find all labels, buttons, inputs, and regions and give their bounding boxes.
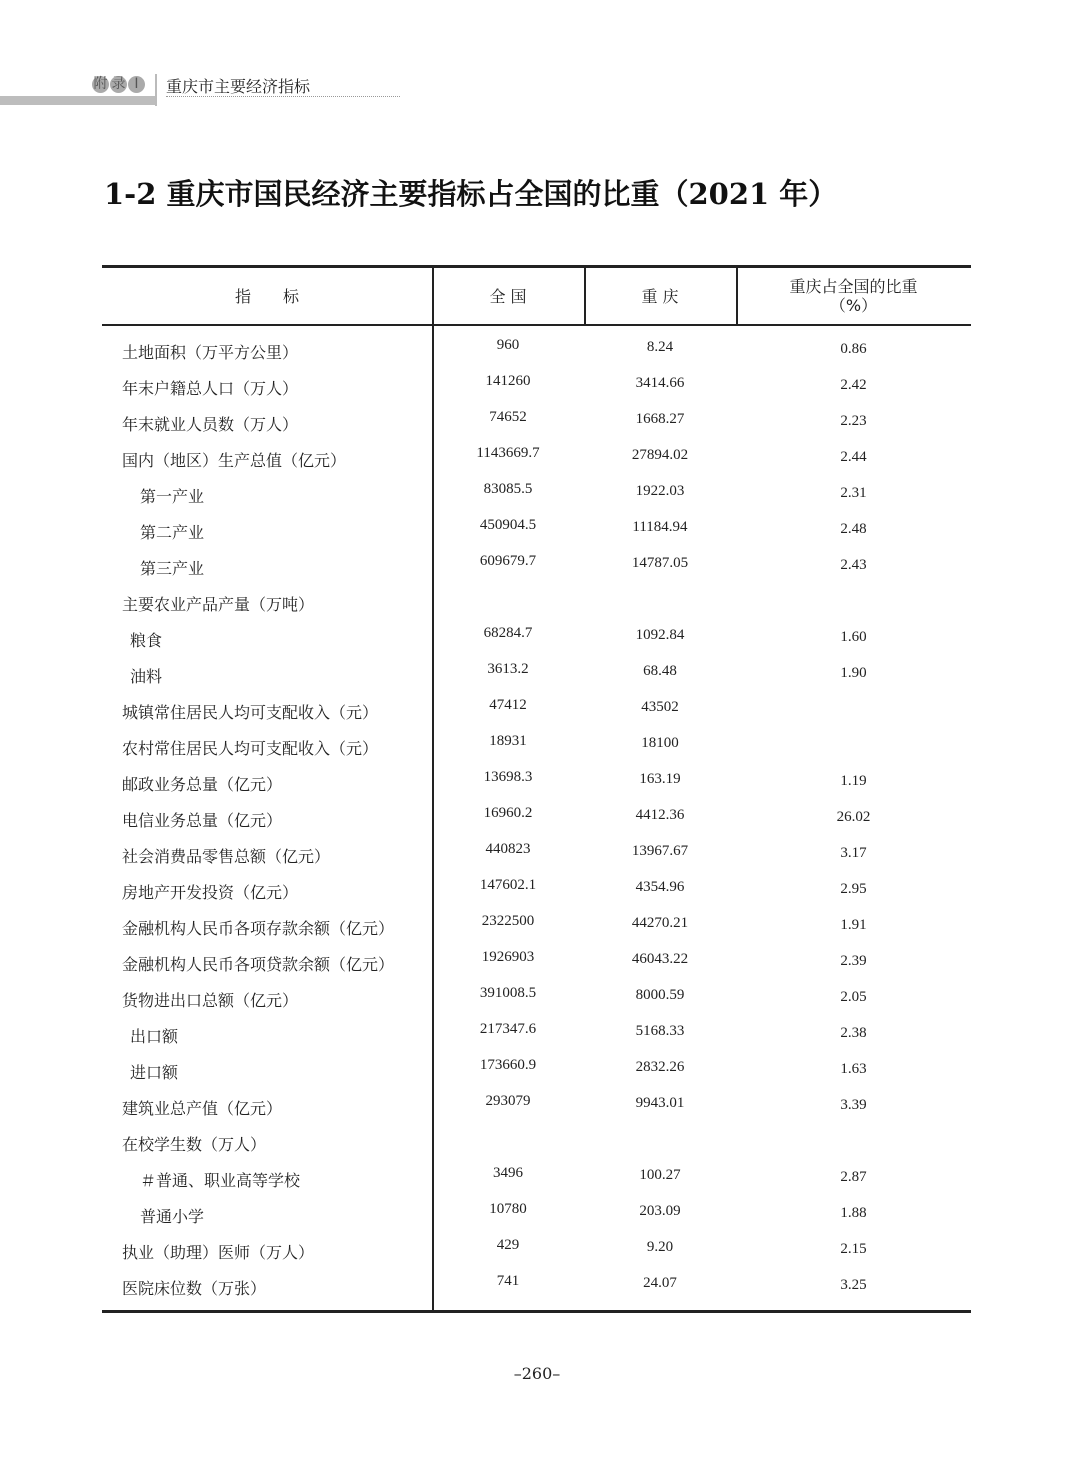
table-row [102,1196,971,1232]
table-row [102,800,971,836]
indicator-cell: 年末就业人员数（万人） [122,415,299,434]
share-cell: 2.31 [840,485,867,501]
indicator-cell: 主要农业产品产量（万吨） [122,595,315,614]
share-cell: 2.95 [840,881,867,897]
national-cell: 391008.5 [479,985,537,1001]
indicator-cell: 国内（地区）生产总值（亿元） [122,451,347,470]
indicator-cell: 在校学生数（万人） [122,1135,267,1154]
chongqing-cell: 3414.66 [635,375,685,391]
table-row [102,836,971,872]
indicator-cell: ＃普通、职业高等学校 [140,1171,301,1190]
chongqing-cell: 46043.22 [631,951,689,967]
col-indicator: 指 标 [234,286,299,306]
chongqing-cell: 13967.67 [631,843,689,859]
national-cell: 293079 [485,1093,531,1109]
national-cell: 450904.5 [479,517,537,533]
table-row [102,404,971,440]
national-cell: 173660.9 [479,1057,537,1073]
indicator-cell: 土地面积（万平方公里） [122,343,299,362]
chongqing-cell: 2832.26 [635,1059,685,1075]
share-cell: 1.90 [840,665,867,681]
table-row [102,332,971,368]
indicator-cell: 出口额 [130,1027,179,1046]
national-cell: 74652 [489,409,527,425]
share-cell: 2.23 [840,413,867,429]
chongqing-cell: 24.07 [643,1275,677,1291]
national-cell: 429 [496,1237,520,1253]
table-row [102,656,971,692]
indicator-cell: 第二产业 [140,523,205,542]
indicator-cell: 油料 [130,667,163,686]
chongqing-cell: 43502 [641,699,679,715]
appendix-tag [92,76,146,93]
national-cell: 3613.2 [487,661,529,677]
share-cell: 1.19 [840,773,867,789]
header-dotted-rule [166,96,400,97]
table-row [102,980,971,1016]
table-row [102,764,971,800]
share-cell: 0.86 [840,341,867,357]
chongqing-cell: 11184.94 [632,519,688,535]
appendix-char: 录 [111,76,126,92]
share-cell: 1.63 [840,1061,867,1077]
header-divider [155,74,157,106]
table-row [102,1232,971,1268]
table-row [102,908,971,944]
chongqing-cell: 18100 [641,735,679,751]
indicator-cell: 社会消费品零售总额（亿元） [122,847,331,866]
share-cell: 2.42 [840,377,867,393]
col-chongqing: 重 庆 [641,286,679,306]
national-cell: 2322500 [481,913,535,929]
national-cell: 609679.7 [479,553,537,569]
indicator-cell: 第一产业 [140,487,205,506]
indicator-cell: 普通小学 [140,1207,205,1226]
table-row [102,512,971,548]
national-cell: 3496 [493,1165,523,1181]
table-row [102,548,971,584]
appendix-char: 附 [93,76,108,92]
table-row [102,1052,971,1088]
indicator-cell: 建筑业总产值（亿元） [122,1099,283,1118]
share-cell: 2.05 [840,989,867,1005]
page-number: –260– [513,1364,561,1383]
national-cell: 1143669.7 [476,445,540,461]
national-cell: 68284.7 [483,625,533,641]
table-row [102,692,971,728]
col-share: 重庆占全国的比重 （%） [789,277,918,315]
share-cell: 2.43 [840,557,867,573]
chongqing-cell: 27894.02 [631,447,689,463]
indicator-cell: 进口额 [130,1063,179,1082]
national-cell: 960 [496,337,520,353]
table-row [102,872,971,908]
chongqing-cell: 8000.59 [635,987,685,1003]
national-cell: 18931 [489,733,527,749]
table-row [102,1016,971,1052]
chongqing-cell: 68.48 [643,663,677,679]
share-cell: 1.60 [840,629,867,645]
chongqing-cell: 8.24 [646,339,674,355]
share-cell: 3.17 [840,845,867,861]
chongqing-cell: 1668.27 [635,411,685,427]
share-cell: 1.88 [840,1205,867,1221]
chongqing-cell: 4412.36 [635,807,685,823]
table-row [102,440,971,476]
table-row [102,368,971,404]
indicator-cell: 年末户籍总人口（万人） [122,379,299,398]
data-table [102,265,971,1313]
national-cell: 1926903 [481,949,535,965]
table-row [102,944,971,980]
share-cell: 2.87 [840,1169,867,1185]
chongqing-cell: 4354.96 [635,879,685,895]
share-cell: 2.39 [840,953,867,969]
indicator-cell: 医院床位数（万张） [122,1279,267,1298]
chongqing-cell: 9.20 [646,1239,674,1255]
share-cell: 2.44 [840,449,867,465]
section-title: 重庆市主要经济指标 [166,77,311,96]
national-cell: 217347.6 [479,1021,537,1037]
indicator-cell: 执业（助理）医师（万人） [122,1243,315,1262]
chongqing-cell: 44270.21 [631,915,689,931]
chongqing-cell: 1092.84 [635,627,685,643]
share-cell: 2.38 [840,1025,867,1041]
share-cell: 26.02 [836,809,871,825]
chongqing-cell: 1922.03 [635,483,685,499]
table-row [102,1124,971,1160]
table-row [102,1268,971,1304]
share-cell: 1.91 [840,917,867,933]
chongqing-cell: 14787.05 [631,555,689,571]
share-cell: 3.25 [840,1277,867,1293]
chongqing-cell: 203.09 [639,1203,681,1219]
share-cell: 2.48 [840,521,867,537]
national-cell: 16960.2 [483,805,533,821]
national-cell: 10780 [489,1201,527,1217]
chongqing-cell: 163.19 [639,771,681,787]
share-cell: 2.15 [840,1241,867,1257]
national-cell: 440823 [485,841,531,857]
col-national: 全 国 [489,286,527,306]
indicator-cell: 房地产开发投资（亿元） [122,883,299,902]
table-header [102,268,971,326]
appendix-char: Ⅰ [128,76,145,93]
national-cell: 83085.5 [483,481,533,497]
table-row [102,476,971,512]
indicator-cell: 邮政业务总量（亿元） [122,775,283,794]
table-title: 1-2 重庆市国民经济主要指标占全国的比重（2021 年） [104,177,838,211]
indicator-cell: 金融机构人民币各项存款余额（亿元） [122,919,395,938]
indicator-cell: 货物进出口总额（亿元） [122,991,299,1010]
chongqing-cell: 5168.33 [635,1023,685,1039]
national-cell: 141260 [485,373,531,389]
table-row [102,584,971,620]
chongqing-cell: 100.27 [639,1167,681,1183]
indicator-cell: 电信业务总量（亿元） [122,811,283,830]
table-row [102,728,971,764]
indicator-cell: 农村常住居民人均可支配收入（元） [122,739,379,758]
header-bar [0,96,155,105]
indicator-cell: 金融机构人民币各项贷款余额（亿元） [122,955,395,974]
national-cell: 147602.1 [479,877,537,893]
national-cell: 13698.3 [483,769,533,785]
indicator-cell: 第三产业 [140,559,205,578]
indicator-cell: 城镇常住居民人均可支配收入（元） [122,703,379,722]
table-row [102,620,971,656]
chongqing-cell: 9943.01 [635,1095,685,1111]
national-cell: 47412 [489,697,527,713]
indicator-cell: 粮食 [130,631,163,650]
table-body [102,326,971,1310]
table-row [102,1088,971,1124]
national-cell: 741 [496,1273,520,1289]
table-row [102,1160,971,1196]
share-cell: 3.39 [840,1097,867,1113]
